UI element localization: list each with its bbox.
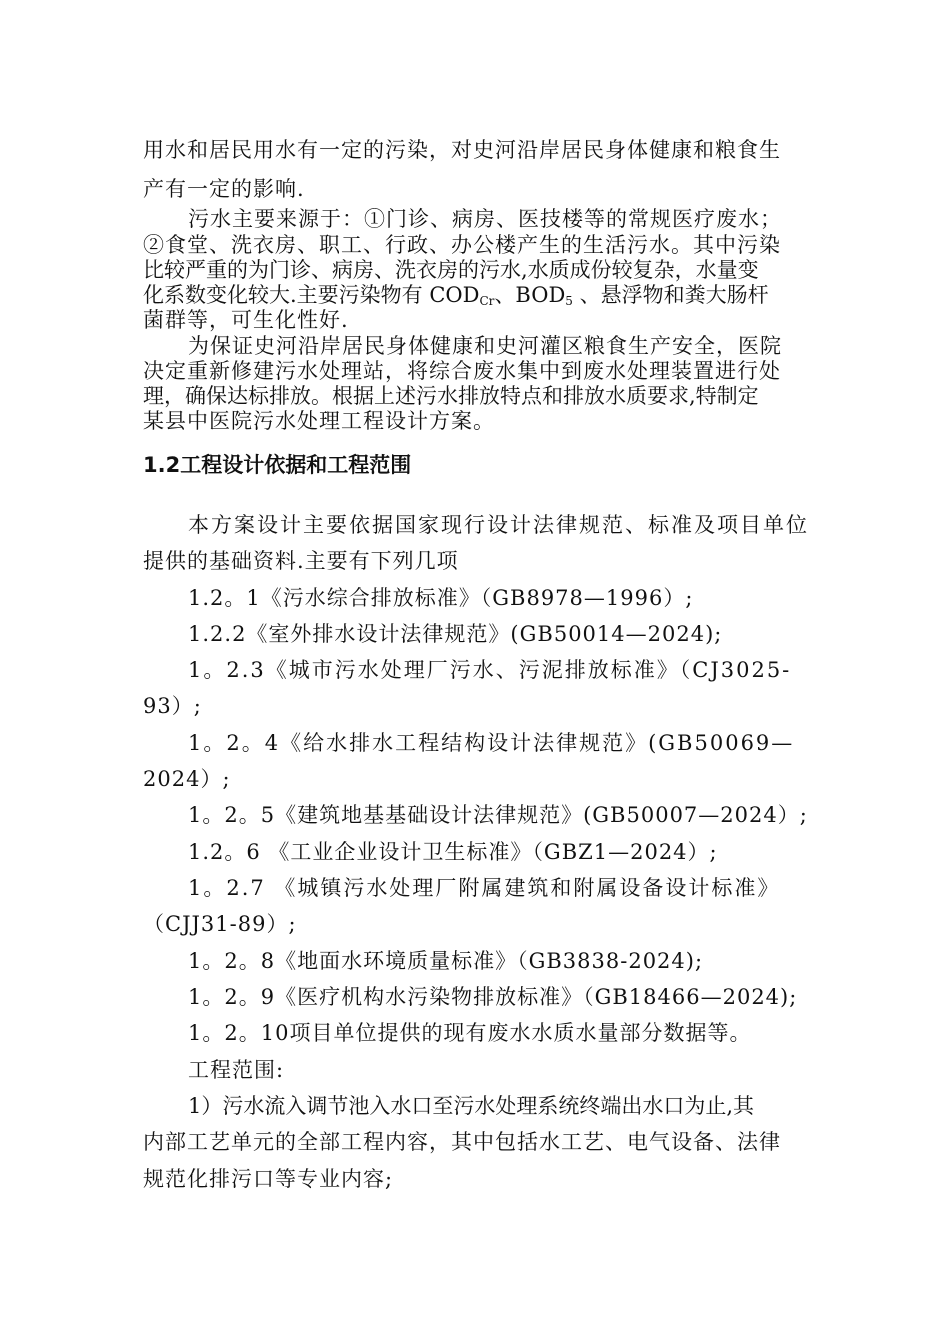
para2-line4-text-b: 、BOD [494,283,566,307]
basis-item: 1。2。5《建筑地基基础设计法律规范》(GB50007—2024）; [188,803,808,827]
basis-line1: 本方案设计主要依据国家现行设计法律规范、标准及项目单位 [188,513,809,537]
para3-line2: 决定重新修建污水处理站，将综合废水集中到废水处理装置进行处 [143,359,781,383]
basis-line2: 提供的基础资料.主要有下列几项 [143,549,459,573]
cod-subscript: Cr [479,294,495,308]
basis-item: 1。2。4《给水排水工程结构设计法律规范》(GB50069— [188,731,795,755]
para1-line2: 产有一定的影响. [143,177,305,201]
para3-line4: 某县中医院污水处理工程设计方案。 [143,409,495,433]
para3-line1: 为保证史河沿岸居民身体健康和史河灌区粮食生产安全，医院 [188,334,782,358]
basis-item: 1。2.7 《城镇污水处理厂附属建筑和附属设备设计标准》 [188,876,781,900]
para2-line5: 菌群等，可生化性好. [143,308,349,332]
basis-item: 1.2。6 《工业企业设计卫生标准》（GBZ1—2024）; [188,840,718,864]
para2-line3: 比较严重的为门诊、病房、洗衣房的污水,水质成份较复杂，水量变 [143,258,759,282]
para2-line1: 污水主要来源于：①门诊、病房、医技楼等的常规医疗废水； [188,207,782,231]
basis-item: 1。2。10项目单位提供的现有废水水质水量部分数据等。 [188,1021,752,1045]
scope-line1: 1）污水流入调节池入水口至污水处理系统终端出水口为止,其 [188,1094,755,1118]
basis-item: 1.2。1《污水综合排放标准》（GB8978—1996）; [188,586,694,610]
scope-label: 工程范围: [188,1058,285,1082]
bod-subscript: 5 [565,294,573,308]
para2-line4 [143,282,807,308]
basis-item-continued: 2024）; [143,767,231,791]
basis-item: 1。2。8《地面水环境质量标准》（GB3838-2024); [188,949,704,973]
scope-line3: 规范化排污口等专业内容; [143,1167,394,1191]
para2-line2: ②食堂、洗衣房、职工、行政、办公楼产生的生活污水。其中污染 [143,233,781,257]
basis-item: 1。2。9《医疗机构水污染物排放标准》（GB18466—2024); [188,985,798,1009]
para2-line4-text-a: 化系数变化较大.主要污染物有 COD [143,283,480,307]
basis-item: 1。2.3《城市污水处理厂污水、污泥排放标准》（CJ3025- [188,658,792,682]
para3-line3: 理，确保达标排放。根据上述污水排放特点和排放水质要求,特制定 [143,384,759,408]
section-heading: 1.2工程设计依据和工程范围 [143,453,412,477]
para2-line4-text-c: 、悬浮物和粪大肠杆 [572,283,769,307]
para1-line1: 用水和居民用水有一定的污染，对史河沿岸居民身体健康和粮食生 [143,138,781,162]
scope-line2: 内部工艺单元的全部工程内容，其中包括水工艺、电气设备、法律 [143,1130,781,1154]
basis-item-continued: 93）; [143,694,202,718]
basis-item: 1.2.2《室外排水设计法律规范》(GB50014—2024); [188,622,723,646]
basis-item-continued: （CJJ31-89）; [143,912,297,936]
